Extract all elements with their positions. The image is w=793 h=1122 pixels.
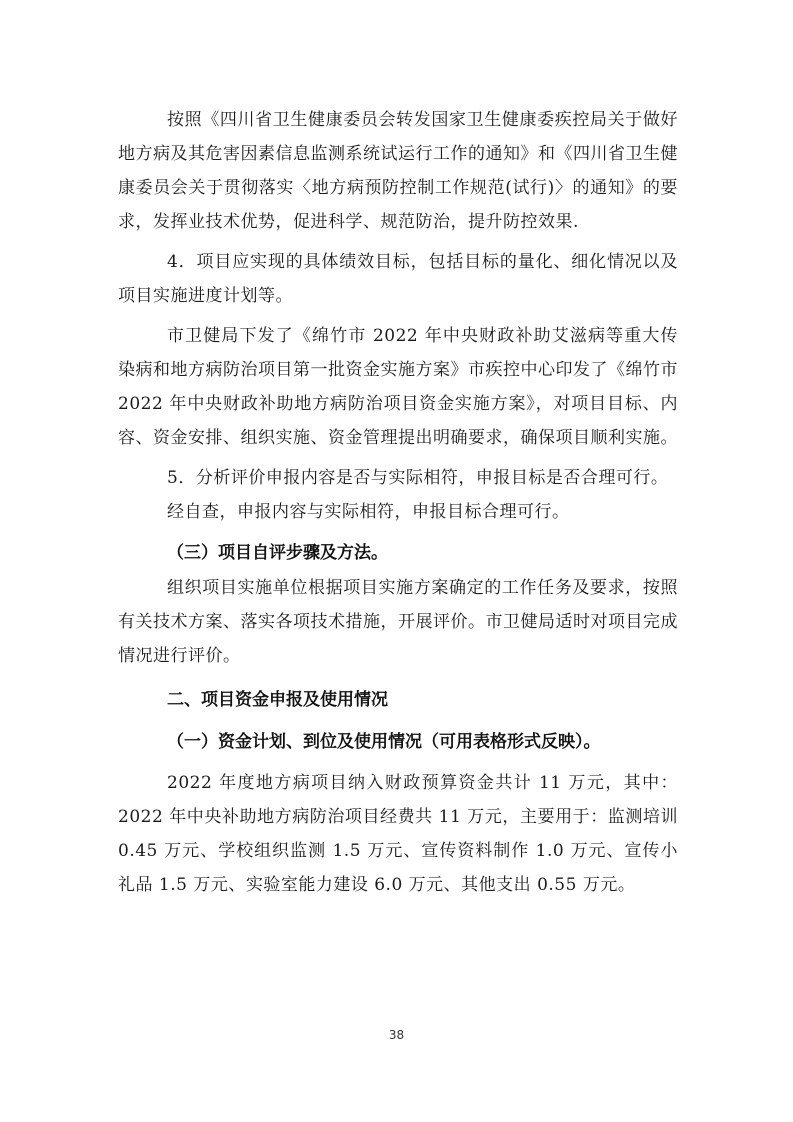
- heading-funding-plan: （一）资金计划、到位及使用情况（可用表格形式反映）。: [167, 732, 601, 752]
- paragraph-item-4: 4．项目应实现的具体绩效目标，包括目标的量化、细化情况以及项目实施进度计划等。: [118, 252, 678, 306]
- page-number: 38: [388, 1028, 405, 1042]
- paragraph-implementation-plan: 市卫健局下发了《绵竹市 2022 年中央财政补助艾滋病等重大传染病和地方病防治项目第一批资金实施方案》市疾控中心印发了《绵竹市 2022 年中央财政补助地方病防治项目资金实施方案》，对项目目标、内容、资金安排、组织实施、资金管理提出明确要求，确保项目顺利实施。: [118, 326, 678, 448]
- paragraph-notice-basis: 按照《四川省卫生健康委员会转发国家卫生健康委疾控局关于做好地方病及其危害因素信息监测系统试运行工作的通知》和《四川省卫生健康委员会关于贯彻落实〈地方病预防控制工作规范(试行)〉的通知》的要求，发挥业技术优势，促进科学、规范防治，提升防控效果.: [118, 110, 678, 232]
- heading-funding-section: 二、项目资金申报及使用情况: [167, 690, 388, 710]
- paragraph-self-check: 经自查，申报内容与实际相符，申报目标合理可行。: [167, 502, 570, 522]
- page-body: [118, 103, 678, 902]
- paragraph-item-5: 5．分析评价申报内容是否与实际相符，申报目标是否合理可行。: [167, 468, 669, 488]
- heading-self-evaluation-steps: （三）项目自评步骤及方法。: [167, 543, 388, 563]
- paragraph-evaluation-method: 组织项目实施单位根据项目实施方案确定的工作任务及要求，按照有关技术方案、落实各项技术措施，开展评价。市卫健局适时对项目完成情况进行评价。: [118, 578, 678, 666]
- paragraph-funding-details: 2022 年度地方病项目纳入财政预算资金共计 11 万元，其中：2022 年中央补助地方病防治项目经费共 11 万元，主要用于：监测培训 0.45 万元、学校组织监测 1.5 万元、宣传资料制作 1.0 万元、宣传小礼品 1.5 万元、实验室能力建设 6.0 万元、其他支出 0.55 万元。: [118, 773, 678, 895]
